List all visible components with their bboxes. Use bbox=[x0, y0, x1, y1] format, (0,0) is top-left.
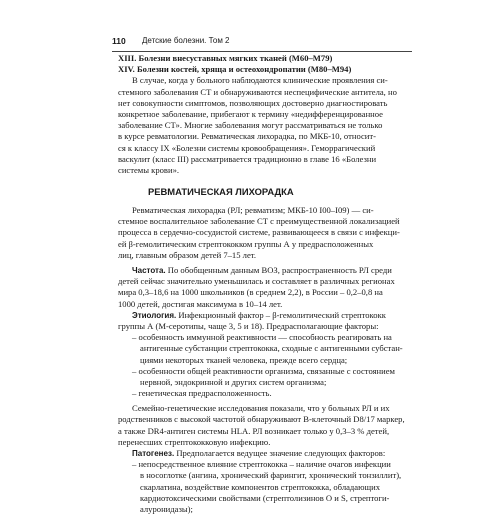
bullet-line: – генетическая предрасположенность. bbox=[132, 388, 272, 399]
bullet-line: – особенности общей реактивности организма, связанные с состоянием bbox=[132, 365, 395, 376]
paragraph-line: Семейно-генетические исследования показали, что у больных РЛ и их bbox=[132, 403, 390, 414]
paragraph-line: лиц, главным образом детей 7–15 лет. bbox=[118, 249, 257, 260]
page-header bbox=[112, 35, 412, 52]
bullet-line: кардиотоксическими свойствами (стрептолизинов О и S, стрептоги- bbox=[140, 492, 390, 503]
paragraph-line: стемное воспалительное заболевание СТ с преимущественной локализацией bbox=[118, 216, 400, 227]
paragraph-line: конкретное заболевание, прибегают к термину «недифференцированное bbox=[118, 108, 383, 119]
running-title: Детские болезни. Том 2 bbox=[142, 36, 230, 45]
pathogenesis-label: Патогенез. bbox=[132, 449, 175, 458]
bullet-line: скарлатина, воздействие компонентов стрептококка, обладающих bbox=[140, 481, 381, 492]
bullet-line: циями некоторых тканей человека, прежде всего сердца; bbox=[140, 354, 348, 365]
bullet-line: антигенные субстанции стрептококка, сходные с антигенными субстан- bbox=[140, 343, 403, 354]
bullet-line: – непосредственное влияние стрептококка – наличие очагов инфекции bbox=[132, 459, 391, 470]
paragraph-line: детей сейчас значительно уменьшилась и составляет в различных регионах bbox=[118, 276, 395, 287]
paragraph-line: В случае, когда у больного наблюдаются клинические проявления си- bbox=[132, 75, 388, 86]
paragraph-line: мира 0,3–18,6 на 1000 школьников (в среднем 2,2), в России – 0,2–0,8 на bbox=[118, 287, 383, 298]
paragraph-line: Частота. По обобщенным данным ВОЗ, распространенность РЛ среди bbox=[132, 265, 392, 275]
paragraph-line: нет совокупности симптомов, позволяющих достоверно диагностировать bbox=[118, 97, 388, 108]
paragraph-line: васкулит (класс III) рассматривается традиционно в главе 16 «Болезни bbox=[118, 153, 377, 164]
paragraph-line: группы А (М-серотипы, чаще 3, 5 и 18). Предрасполагающие факторы: bbox=[118, 320, 379, 331]
list-item: XIII. Болезни внесуставных мягких тканей (M60–M79) bbox=[118, 53, 333, 63]
paragraph-line: процесса в сердечно-сосудистой системе, развивающееся в связи с инфекци- bbox=[118, 227, 400, 238]
paragraph-line: заболевание СТ». Многие заболевания могут рассматриваться не только bbox=[118, 120, 383, 131]
paragraph-line: 1000 детей, достигая максимума в 10–14 лет. bbox=[118, 298, 283, 309]
bullet-line: нервной, эндокринной и других систем организма; bbox=[140, 376, 327, 387]
paragraph-line: стемного заболевания СТ и обнаруживаются неспецифические антитела, но bbox=[118, 86, 397, 97]
paragraph-line: родственников с высокой частотой обнаруживают B-клеточный D8/17 маркер, bbox=[118, 414, 405, 425]
paragraph-line: Патогенез. Предполагается ведущее значение следующих факторов: bbox=[132, 448, 386, 458]
page-number: 110 bbox=[112, 36, 126, 46]
paragraph-line: ей β-гемолитическим стрептококком группы А у предрасположенных bbox=[118, 238, 374, 249]
paragraph-line: в курсе ревматологии. Ревматическая лихорадка, по МКБ-10, относит- bbox=[118, 131, 376, 142]
paragraph-line: Этиология. Инфекционный фактор – β-гемолитический стрептококк bbox=[132, 309, 386, 320]
section-heading: РЕВМАТИЧЕСКАЯ ЛИХОРАДКА bbox=[148, 186, 294, 198]
bullet-line: – особенность иммунной реактивности — способность реагировать на bbox=[132, 332, 392, 343]
bullet-line: в носоглотке (ангина, хронический фарингит, хронический тонзиллит), bbox=[140, 470, 402, 481]
paragraph-line: перенесших стрептококковую инфекцию. bbox=[118, 436, 271, 447]
list-item: XIV. Болезни костей, хряща и остеохондропатии (M80–M94) bbox=[118, 64, 352, 75]
etiology-label: Этиология. bbox=[132, 310, 177, 320]
frequency-label: Частота. bbox=[132, 266, 166, 275]
paragraph-line: Ревматическая лихорадка (РЛ; ревматизм; МКБ-10 I00–I09) — си- bbox=[132, 205, 374, 216]
paragraph-line: а также DR4-антиген системы HLA. РЛ возникает только у 0,3–3 % детей, bbox=[118, 425, 390, 436]
page-content bbox=[118, 53, 408, 515]
bullet-line: алуронидазы); bbox=[140, 503, 193, 514]
paragraph-line: системы крови». bbox=[118, 164, 180, 175]
paragraph-line: ся к классу IX «Болезни системы кровообращения». Геморрагический bbox=[118, 142, 376, 153]
